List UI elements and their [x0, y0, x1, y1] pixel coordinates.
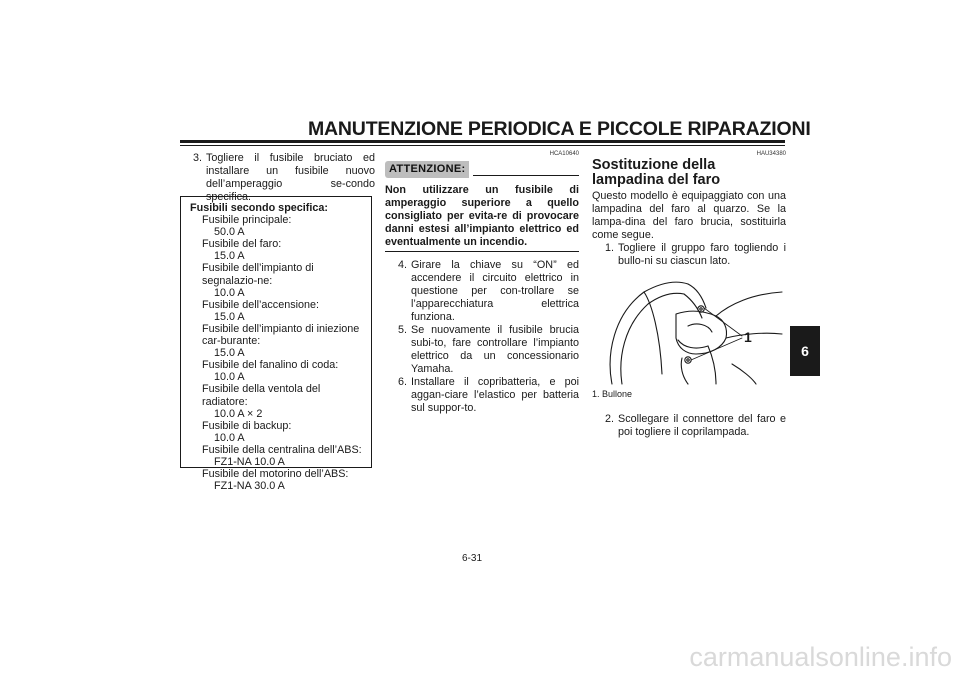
step-6: [385, 376, 579, 415]
page-number: 6-31: [462, 553, 483, 564]
headlight-illustration: [592, 274, 786, 386]
spec-label: Fusibile dell’impianto di segnalazio-ne:: [202, 262, 314, 287]
intro-text: Questo modello è equipaggiato con una lampadina del faro al quarzo. Se la lampa-dina del faro brucia, sostituirla come segue.: [592, 190, 786, 241]
attention-text: Non utilizzare un fusibile di amperaggio superiore a quello consigliato per evita-re di provocare danni estesi all’impianto elettrico ed eventualmente un incendio.: [385, 184, 579, 252]
step-text: Togliere il gruppo faro togliendo i bullo-ni su ciascun lato.: [618, 242, 786, 267]
step-text: Girare la chiave su “ON” ed accendere il circuito elettrico in questione per con-trollare se l’apparecchiatura elettrica funziona.: [411, 259, 579, 323]
step-number: 3.: [192, 152, 202, 164]
watermark: carmanualsonline.info: [689, 642, 952, 672]
spec-value: 15.0 A: [214, 250, 245, 263]
spec-value: 10.0 A: [214, 371, 245, 384]
step-2: [592, 413, 786, 439]
headlight-figure: [592, 274, 786, 386]
spec-label: Fusibile di backup:: [202, 419, 292, 432]
step-text: Togliere il fusibile bruciato ed installare un fusibile nuovo dell’amperaggio se-condo specifica.: [206, 152, 375, 203]
spec-value: 15.0 A: [214, 347, 245, 360]
step-number: 6.: [397, 376, 407, 388]
step-4: [385, 259, 579, 324]
spec-value: FZ1-NA 10.0 A: [214, 455, 285, 468]
spec-label: Fusibile del motorino dell’ABS:: [202, 468, 349, 481]
spec-value: 15.0 A: [214, 310, 245, 323]
header-rule: [180, 140, 785, 143]
step-5: [385, 324, 579, 376]
spec-value: 10.0 A: [214, 286, 245, 299]
spec-value: 50.0 A: [214, 226, 245, 239]
spec-item: [190, 238, 367, 262]
spec-title: Fusibili secondo specifica:: [190, 202, 328, 214]
spec-value: 10.0 A × 2: [214, 407, 263, 420]
step-text: Se nuovamente il fusibile brucia subi-to, fare controllare l’impianto elettrico da un concessionario Yamaha.: [411, 324, 579, 375]
section-title: Sostituzione della lampadina del faro: [592, 157, 721, 188]
spec-label: Fusibile della centralina dell’ABS:: [202, 443, 362, 456]
attention-label: ATTENZIONE:: [385, 161, 469, 178]
spec-label: Fusibile dell’impianto di iniezione car-burante:: [202, 322, 360, 348]
step-number: 5.: [397, 324, 407, 336]
spec-label: Fusibile dell’accensione:: [202, 298, 320, 311]
figure-callout: 1: [744, 329, 752, 345]
spec-item: [190, 262, 367, 298]
right-column: [592, 150, 786, 439]
attention-header: [385, 161, 579, 178]
step-text: Scollegare il connettore del faro e poi togliere il coprilampada.: [618, 413, 786, 438]
attention-rule: [473, 175, 579, 177]
header-rule-thin: [180, 145, 785, 146]
spec-item: [190, 323, 367, 359]
step-number: 2.: [604, 413, 614, 425]
step-text: Installare il copribatteria, e poi aggan-ciare l’elastico per batteria sul suppor-to.: [411, 376, 579, 414]
reference-code: HCA10640: [549, 151, 579, 157]
spec-label: Fusibile del fanalino di coda:: [202, 359, 339, 372]
spec-item: [190, 299, 367, 323]
spec-label: Fusibile del faro:: [202, 238, 282, 251]
middle-column: [385, 150, 579, 415]
spec-item: [190, 359, 367, 383]
figure-caption: 1. Bullone: [592, 389, 633, 399]
spec-value: FZ1-NA 30.0 A: [214, 480, 285, 493]
spec-item: [190, 444, 367, 468]
spec-label: Fusibile della ventola del radiatore:: [202, 383, 321, 408]
step-1: [592, 242, 786, 268]
fuse-spec-box: [180, 196, 372, 493]
step-number: 1.: [604, 242, 614, 254]
spec-item: [190, 383, 367, 419]
step-number: 4.: [397, 259, 407, 271]
spec-item: [190, 214, 367, 238]
spec-item: [190, 420, 367, 444]
spec-value: 10.0 A: [214, 431, 245, 444]
page-title: MANUTENZIONE PERIODICA E PICCOLE RIPARAZIONI: [308, 118, 811, 140]
spec-label: Fusibile principale:: [202, 214, 292, 227]
spec-item: [190, 468, 367, 492]
reference-code: HAU34380: [756, 151, 786, 157]
steps-list: [385, 259, 579, 415]
chapter-tab: 6: [790, 326, 820, 376]
